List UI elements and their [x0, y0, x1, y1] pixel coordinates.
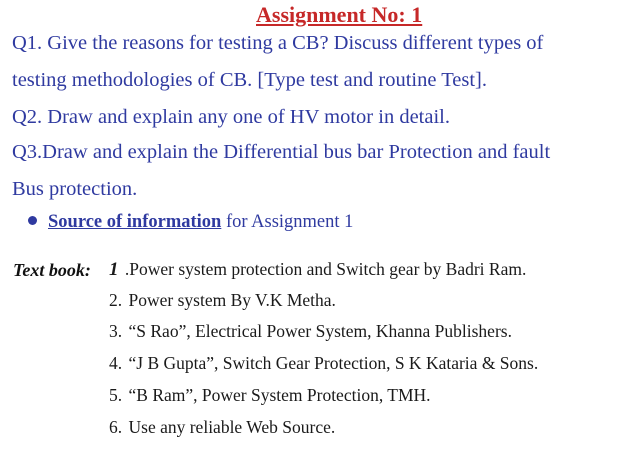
reference-text: “B Ram”, Power System Protection, TMH.: [124, 385, 431, 405]
reference-text: Use any reliable Web Source.: [124, 417, 336, 437]
reference-text: .Power system protection and Switch gear by Badri Ram.: [120, 259, 527, 279]
question-1-line-2: testing methodologies of CB. [Type test and routine Test].: [12, 69, 488, 91]
reference-number: 2.: [109, 290, 123, 310]
source-of-information-link[interactable]: Source of information: [48, 212, 222, 232]
reference-text: Power system By V.K Metha.: [124, 290, 336, 310]
reference-number: 4.: [109, 353, 123, 373]
reference-item: [109, 387, 431, 405]
question-1-line-1: Q1. Give the reasons for testing a CB? Discuss different types of: [12, 32, 544, 54]
reference-item: [109, 419, 335, 437]
question-3-line-1: Q3.Draw and explain the Differential bus bar Protection and fault: [12, 141, 551, 163]
question-2: Q2. Draw and explain any one of HV motor in detail.: [12, 106, 450, 128]
reference-number: 5.: [109, 385, 123, 405]
reference-number: 6.: [109, 417, 123, 437]
source-of-information-line: [28, 213, 353, 232]
reference-text: “J B Gupta”, Switch Gear Protection, S K Kataria & Sons.: [124, 353, 539, 373]
assignment-title: Assignment No: 1: [256, 2, 423, 27]
reference-number: 3.: [109, 321, 123, 341]
reference-item: [109, 292, 336, 310]
textbook-label: Text book:: [13, 260, 91, 280]
reference-text: “S Rao”, Electrical Power System, Khanna Publishers.: [124, 321, 512, 341]
reference-item: [109, 355, 538, 373]
page-bottom-margin: [0, 452, 618, 462]
reference-number: 1: [109, 259, 119, 280]
source-suffix: for Assignment 1: [221, 212, 354, 232]
reference-item: [109, 260, 526, 279]
reference-item: [109, 323, 512, 341]
question-3-line-2: Bus protection.: [12, 178, 138, 200]
bullet-icon: [28, 216, 37, 225]
